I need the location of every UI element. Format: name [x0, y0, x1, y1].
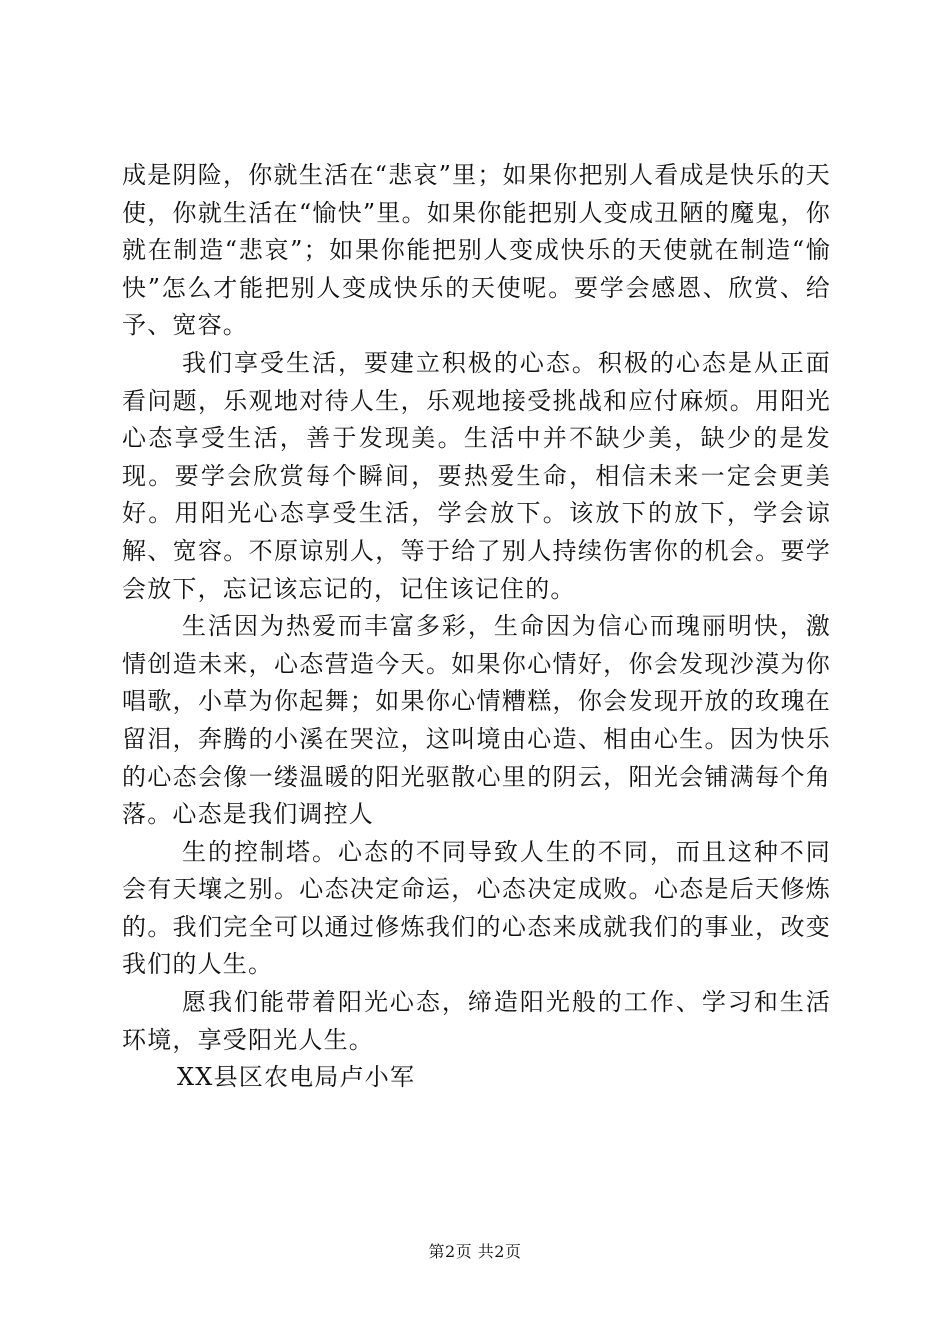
paragraph-love-of-life: 生活因为热爱而丰富多彩，生命因为信心而瑰丽明快，激情创造未来，心态营造今天。如果你心情好，你会发现沙漠为你唱歌，小草为你起舞；如果你心情糟糕，你会发现开放的玫瑰在留泪，奔腾的小溪在哭泣，这叫境由心造、相由心生。因为快乐的心态会像一缕温暖的阳光驱散心里的阴云，阳光会铺满每个角落。心态是我们调控人 [122, 612, 831, 829]
page-number-footer: 第2页 共2页 [428, 1242, 522, 1261]
paragraph-control-tower: 生的控制塔。心态的不同导致人生的不同，而且这种不同会有天壤之别。心态决定命运，心态决定成败。心态是后天修炼的。我们完全可以通过修炼我们的心态来成就我们的事业，改变我们的人生。 [122, 837, 831, 979]
paragraph-positive-mindset: 我们享受生活，要建立积极的心态。积极的心态是从正面看问题，乐观地对待人生，乐观地接受挑战和应付麻烦。用阳光心态享受生活，善于发现美。生活中并不缺少美，缺少的是发现。要学会欣赏每个瞬间，要热爱生命，相信未来一定会更美好。用阳光心态享受生活，学会放下。该放下的放下，学会谅解、宽容。不原谅别人，等于给了别人持续伤害你的机会。要学会放下，忘记该忘记的，记住该记住的。 [122, 348, 831, 603]
paragraph-closing-wish: 愿我们能带着阳光心态，缔造阳光般的工作、学习和生活环境，享受阳光人生。 [122, 988, 831, 1054]
document-body [122, 157, 831, 1097]
paragraph-continued: 成是阴险，你就生活在“悲哀”里；如果你把别人看成是快乐的天使，你就生活在“愉快”里。如果你能把别人变成丑陋的魔鬼，你就在制造“悲哀”；如果你能把别人变成快乐的天使就在制造“愉快”怎么才能把别人变成快乐的天使呢。要学会感恩、欣赏、给予、宽容。 [122, 161, 831, 340]
author-signature: XX县区农电局卢小军 [177, 1063, 416, 1092]
